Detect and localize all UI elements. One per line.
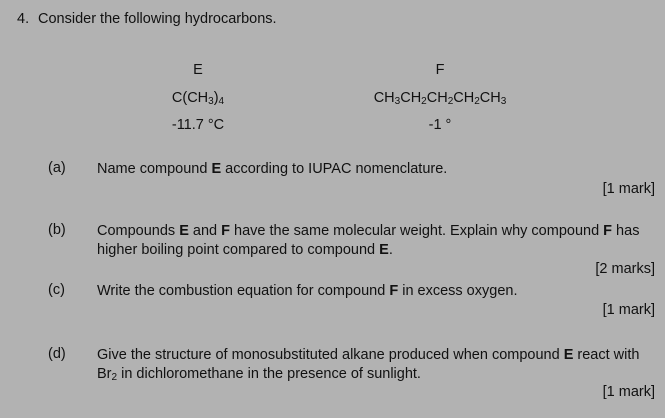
bold-text: F xyxy=(389,283,399,299)
compound-f-boiling-point: -1 ° xyxy=(428,117,452,133)
question-number: 4. xyxy=(17,11,30,27)
subscript-text: 2 xyxy=(111,372,118,383)
compound-f-letter: F xyxy=(435,62,445,78)
compound-f-formula: $CH_3CH_2CH_2CH_2CH_3$ xyxy=(373,90,507,107)
bold-text: E xyxy=(563,347,574,363)
subscript-text: 3 xyxy=(208,96,214,107)
subscript-text: 2 xyxy=(421,96,427,107)
part-c-text: Write the combustion equation for compound F in excess oxygen. xyxy=(97,283,518,299)
bold-text: F xyxy=(221,223,230,239)
part-b-marks: [2 marks] xyxy=(595,261,655,277)
bold-text: E xyxy=(379,242,389,258)
part-c-marks: [1 mark] xyxy=(602,302,655,318)
part-d-marks: [1 mark] xyxy=(602,384,655,400)
part-c-label: (c) xyxy=(48,282,65,298)
compound-e-letter: E xyxy=(193,62,203,78)
question-intro: Consider the following hydrocarbons. xyxy=(38,11,277,27)
part-a-text: Name compound E according to IUPAC nomenclature. xyxy=(97,161,448,177)
compound-e-boiling-point: -11.7 °C xyxy=(171,117,225,133)
part-a-marks: [1 mark] xyxy=(602,181,655,197)
part-b-text: Compounds E and F have the same molecular weight. Explain why compound F has higher boiling point compared to compound E. xyxy=(97,223,640,258)
part-b-label: (b) xyxy=(48,222,66,238)
subscript-text: 3 xyxy=(500,96,507,107)
part-d-label: (d) xyxy=(48,346,66,362)
bold-text: E xyxy=(179,223,189,239)
bold-text: F xyxy=(603,223,613,239)
subscript-text: 3 xyxy=(394,96,401,107)
subscript-text: 2 xyxy=(447,96,454,107)
bold-text: E xyxy=(211,161,222,177)
subscript-text: 2 xyxy=(474,96,480,107)
subscript-text: 4 xyxy=(218,96,225,107)
part-a-label: (a) xyxy=(48,160,66,176)
part-d-text: Give the structure of monosubstituted alkane produced when compound E react with $Br_2$ in dichloromethane in the presence of sunlight. xyxy=(97,347,640,383)
compound-e-formula: $C(CH_3)_4$ xyxy=(171,90,225,107)
